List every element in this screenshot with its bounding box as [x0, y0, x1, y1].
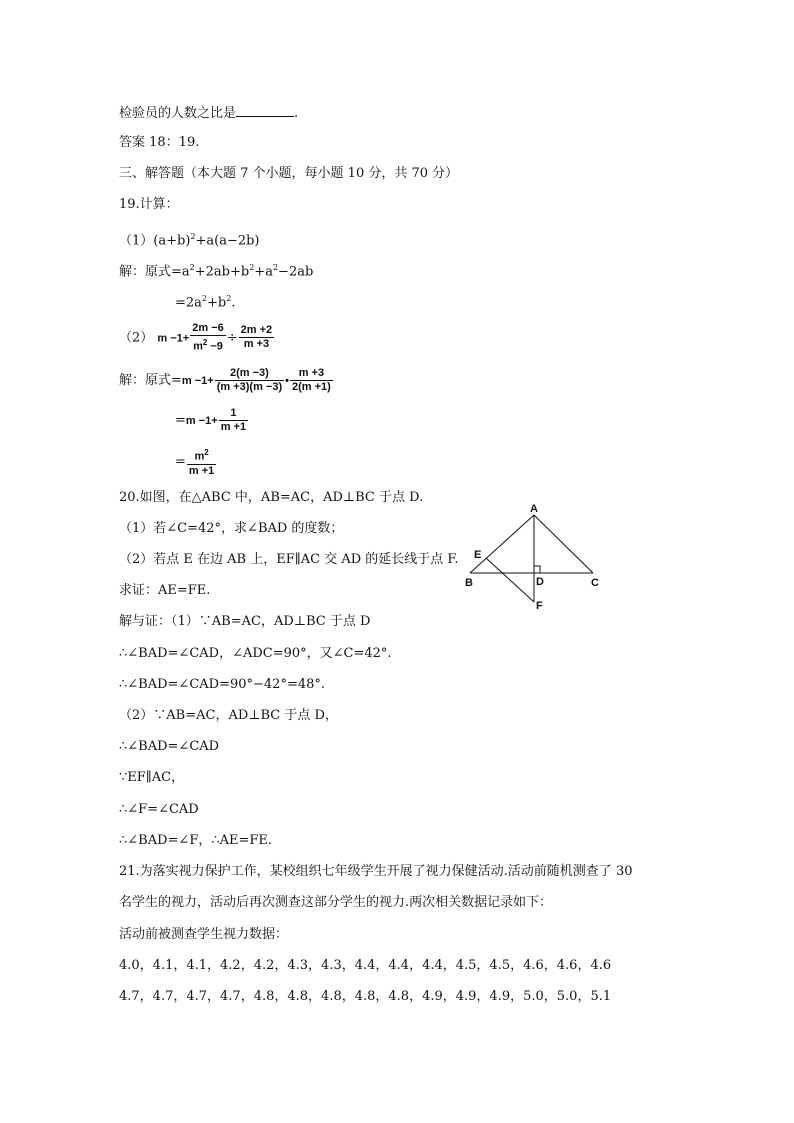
q19-p2-lead: m −1+	[157, 332, 190, 345]
triangle-figure	[460, 500, 610, 612]
q19-s2-f1-num: 2(m −3)	[215, 367, 284, 381]
q19-s2-l2-num: 1	[219, 407, 248, 421]
q20-solution-1: 解与证：（1）∵AB=AC，AD⊥BC 于点 D	[119, 614, 371, 629]
q19-s2-l3-eq: =	[175, 454, 186, 470]
q19-s2-l2-fraction	[219, 407, 248, 434]
q19-s2-l2-eq: =	[175, 413, 186, 428]
q19-res-s2: 2	[226, 294, 232, 303]
q19-p2-label: （2）	[119, 330, 154, 346]
q21-data-row-2: 4.7，4.7，4.7，4.7，4.8，4.8，4.8，4.8，4.8，4.9，4.9，4.9，5.0，5.0，5.1	[119, 989, 612, 1004]
q20-solution-6: ∵EF∥AC，	[119, 770, 185, 785]
q20-solution-2: ∴∠BAD=∠CAD，∠ADC=90°，又∠C=42°.	[119, 646, 392, 661]
q20-solution-3: ∴∠BAD=∠CAD=90°−42°=48°.	[119, 677, 326, 692]
section3-title: 三、解答题（本大题 7 个小题，每小题 10 分，共 70 分）	[119, 166, 459, 181]
q19-res-c: .	[231, 295, 236, 311]
q19-p1-b: +a(a−2b)	[195, 233, 260, 249]
q19-p2-f1-den	[190, 336, 226, 354]
q19-p2-f2-num: 2m +2	[240, 324, 273, 337]
q19-sol-s1: 2	[189, 263, 195, 272]
q19-s2-f2-num: m +3	[290, 367, 333, 381]
q19-sol-prefix: 解：原式=a	[119, 264, 190, 280]
label-a: A	[530, 503, 538, 515]
segment-ac	[534, 515, 593, 573]
q19-s2-l3-fraction	[187, 446, 216, 478]
q19-part2-step3	[175, 446, 217, 478]
q19-sol-m3: −2ab	[278, 264, 314, 280]
q19-s2-prefix: 解：原式=	[119, 373, 182, 388]
label-b: B	[465, 577, 473, 589]
q20-solution-8: ∴∠BAD=∠F，∴AE=FE.	[119, 833, 273, 848]
q19-sol-s3: 2	[272, 263, 279, 272]
q19-p2-fraction-2	[239, 324, 275, 351]
q19-s2-l2-lead: m −1+	[185, 415, 218, 427]
q19-part1	[119, 228, 260, 250]
q19-part2-step2	[175, 406, 249, 436]
label-f: F	[536, 600, 543, 612]
q20-title: 20.如图，在△ABC 中，AB=AC，AD⊥BC 于点 D.	[119, 490, 424, 505]
q21-line-2: 名学生的视力，活动后再次测查这部分学生的视力.两次相关数据记录如下：	[119, 895, 553, 910]
label-e: E	[474, 549, 482, 561]
q19-s2-l3-den: m +1	[188, 464, 215, 477]
q18-tail-end: .	[294, 106, 299, 121]
q19-p1-label: （1）	[119, 233, 154, 249]
q20-part1: （1）若∠C=42°，求∠BAD 的度数；	[119, 521, 344, 536]
q21-data-row-1: 4.0，4.1，4.1，4.2，4.2，4.3，4.3，4.4，4.4，4.4，4.5，4.5，4.6，4.6，4.6	[119, 958, 612, 973]
right-angle-mark	[534, 566, 540, 573]
q19-s2-l3-num-a: m	[194, 450, 205, 463]
label-c: C	[591, 577, 599, 589]
q19-s2-fraction-1	[215, 367, 284, 394]
q19-s2-times: •	[285, 375, 289, 387]
q19-sol-m1: +2ab+b	[194, 264, 250, 280]
label-d: D	[536, 576, 544, 588]
q21-line-3: 活动前被测查学生视力数据：	[119, 927, 289, 942]
q18-tail-line	[119, 103, 298, 123]
q21-line-1: 21.为落实视力保护工作，某校组织七年级学生开展了视力保健活动.活动前随机测查了 30	[119, 864, 633, 879]
q19-sol-m2: +a	[254, 264, 273, 280]
q19-s2-lead: m −1+	[181, 375, 214, 387]
q19-part2-solution	[119, 366, 334, 396]
q18-tail-text: 检验员的人数之比是	[119, 106, 237, 121]
q19-p2-f2-den: m +3	[243, 338, 270, 351]
q19-sol-s2: 2	[249, 263, 255, 272]
q19-p2-f1-num: 2m −6	[192, 322, 224, 334]
q19-part1-solution	[119, 259, 313, 281]
q20-solution-7: ∴∠F=∠CAD	[119, 802, 199, 817]
q19-p2-f1-den-a: m	[193, 340, 203, 353]
segment-ef	[486, 558, 534, 602]
q19-s2-f2-den: 2(m +1)	[292, 381, 331, 393]
q19-p2-f1-den-b: −9	[207, 340, 223, 353]
q20-prove: 求证：AE=FE.	[119, 583, 211, 598]
q19-title: 19.计算：	[119, 197, 179, 212]
q19-s2-fraction-2	[290, 367, 333, 394]
q19-s2-l2-den: m +1	[220, 421, 247, 433]
q19-p1-a: (a+b)	[153, 233, 191, 249]
segment-ab	[470, 515, 534, 573]
q19-res-b: +b	[207, 295, 227, 311]
q19-res-a: =2a	[175, 295, 202, 311]
q19-part1-result	[175, 290, 235, 312]
q19-s2-l3-num-sup: 2	[204, 448, 209, 457]
q19-s2-l3-num	[187, 446, 216, 465]
q20-part2: （2）若点 E 在边 AB 上，EF∥AC 交 AD 的延长线于点 F.	[119, 552, 459, 567]
q19-p2-div: ÷	[226, 330, 238, 346]
q20-solution-5: ∴∠BAD=∠CAD	[119, 739, 220, 754]
q19-p1-exp: 2	[190, 232, 196, 241]
q19-res-s1: 2	[201, 294, 208, 303]
q19-part2	[119, 322, 275, 354]
q19-p2-f1-den-sup: 2	[202, 338, 208, 347]
q20-solution-4: （2）∵AB=AC，AD⊥BC 于点 D，	[119, 708, 338, 723]
q19-p2-fraction-1	[190, 322, 226, 354]
q18-answer: 答案 18：19.	[119, 135, 200, 150]
q19-s2-f1-den: (m +3)(m −3)	[216, 381, 283, 393]
answer-blank	[236, 103, 294, 117]
